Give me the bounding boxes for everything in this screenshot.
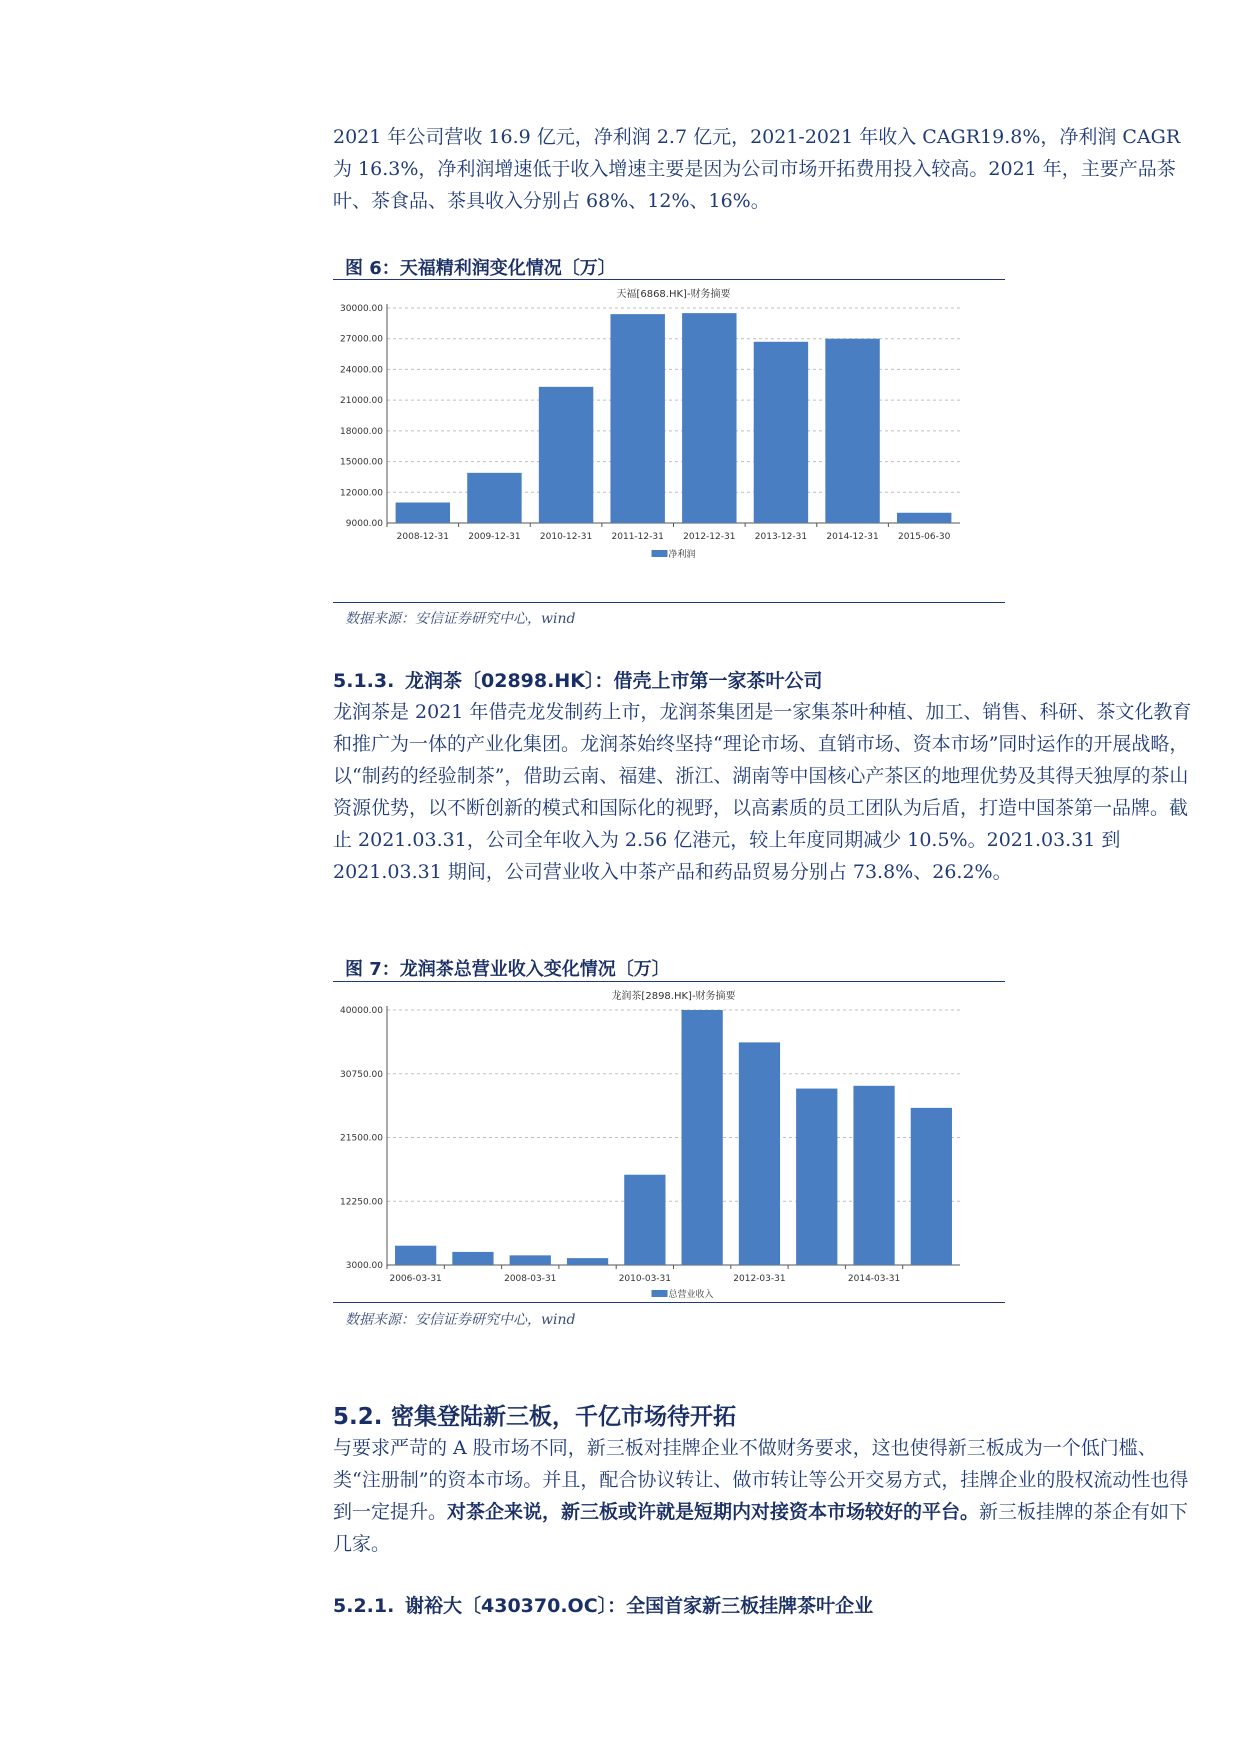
section-5-2-paragraph [333,1432,1193,1560]
x-tick-label: 2014-12-31 [826,532,879,542]
x-tick-label: 2015-06-30 [898,532,951,542]
figure-7-source: 数据来源：安信证券研究中心，wind [345,1312,576,1328]
y-tick-label: 30750.00 [340,1069,383,1080]
bar-2013-03-31 [796,1089,837,1265]
y-tick-label: 27000.00 [340,334,383,345]
figure-6-chart [333,283,1005,600]
x-tick-label: 2008-03-31 [504,1274,557,1284]
figure-6-source: 数据来源：安信证券研究中心，wind [345,611,576,627]
chart-title: 天福[6868.HK]-财务摘要 [616,289,731,300]
section-5-1-3-heading [333,666,822,693]
section-number: 5.2.1. [333,1595,395,1617]
bar-2008-03-31 [510,1255,551,1265]
chart-title: 龙润茶[2898.HK]-财务摘要 [611,991,736,1002]
bar-2010-12-31 [539,387,593,523]
paragraph-text: 与要求严苛的 A 股市场不同，新三板对挂牌企业不做财务要求，这也使得新三板成为一个低门槛、类“注册制”的资本市场。并且，配合协议转让、做市转让等公开交易方式，挂牌企业的股权流动性也得到一定提升。 [333,1437,1189,1523]
bar-2012-12-31 [682,313,736,523]
section-title: 谢裕大〔430370.OC〕：全国首家新三板挂牌茶叶企业 [405,1595,874,1617]
section-title: 龙润茶〔02898.HK〕：借壳上市第一家茶叶公司 [405,670,823,692]
paragraph-text-end: 新三板挂牌的茶企有如下几家。 [333,1501,1189,1555]
paragraph-emphasis: 对茶企来说，新三板或许就是短期内对接资本市场较好的平台。 [447,1501,980,1523]
legend-label: 总营业收入 [668,1290,714,1300]
x-tick-label: 2013-12-31 [754,532,808,542]
figure-6-top-rule [333,279,1005,280]
x-tick-label: 2009-12-31 [468,532,521,542]
bar-2012-03-31 [739,1042,780,1265]
y-tick-label: 12000.00 [340,488,383,499]
figure-7-title: 图 7：龙润茶总营业收入变化情况〔万〕 [345,959,670,980]
x-tick-label: 2006-03-31 [389,1274,442,1284]
legend-label: 净利润 [668,550,696,560]
y-tick-label: 12250.00 [340,1197,383,1208]
y-tick-label: 40000.00 [340,1006,383,1016]
section-5-2-heading [333,1398,736,1431]
x-tick-label: 2012-12-31 [683,532,736,542]
bar-2015-06-30 [897,513,951,523]
figure-6-title: 图 6：天福精利润变化情况〔万〕 [345,258,616,279]
figure-7-bottom-rule [333,1302,1005,1303]
bar-2011-12-31 [610,314,664,523]
y-tick-label: 15000.00 [340,457,383,468]
y-tick-label: 21500.00 [340,1133,383,1144]
section-5-2-1-heading [333,1591,873,1618]
y-tick-label: 3000.00 [345,1261,383,1271]
x-tick-label: 2010-12-31 [539,532,593,542]
intro-paragraph: 2021 年公司营收 16.9 亿元，净利润 2.7 亿元，2021-2021 年收入 CAGR19.8%，净利润 CAGR 为 16.3%，净利润增速低于收入增速主要是因为公司市场开拓费用投入较高。2021 年，主要产品茶叶、茶食品、茶具收入分别占 68%、12%、16%。 [333,126,1181,212]
section-number: 5.1.3. [333,670,395,692]
section-number: 5.2. [333,1404,383,1430]
legend-swatch [652,1290,668,1297]
y-tick-label: 21000.00 [340,396,383,407]
bar-2009-12-31 [467,473,521,523]
bar-2009-03-31 [567,1258,608,1265]
legend-swatch [652,550,668,557]
x-tick-label: 2011-12-31 [611,532,664,542]
x-tick-label: 2010-03-31 [618,1274,672,1284]
x-tick-label: 2014-03-31 [847,1274,901,1284]
y-tick-label: 18000.00 [340,426,383,437]
bar-2014-03-31 [853,1086,894,1265]
longrun-paragraph: 龙润茶是 2021 年借壳龙发制药上市，龙润茶集团是一家集茶叶种植、加工、销售、科研、茶文化教育和推广为一体的产业化集团。龙润茶始终坚持“理论市场、直销市场、资本市场”同时运作的开展战略，以“制药的经验制茶”，借助云南、福建、浙江、湖南等中国核心产茶区的地理优势及其得天独厚的茶山资源优势，以不断创新的模式和国际化的视野，以高素质的员工团队为后盾，打造中国茶第一品牌。截止 2021.03.31，公司全年收入为 2.56 亿港元，较上年度同期减少 10.5%。2021.03.31 到 2021.03.31 期间，公司营业收入中茶产品和药品贸易分别占 73.8%、26.2%。 [333,701,1192,883]
bar-2010-03-31 [624,1175,665,1265]
bar-2007-03-31 [452,1252,493,1265]
x-tick-label: 2008-12-31 [396,532,449,542]
x-tick-label: 2012-03-31 [733,1274,786,1284]
figure-7-chart [333,985,1005,1300]
bar-2015-03-31 [911,1108,952,1265]
y-tick-label: 30000.00 [340,304,383,314]
figure-7-top-rule [333,981,1005,982]
bar-2014-12-31 [825,339,879,523]
bar-2006-03-31 [395,1246,436,1265]
bar-2011-03-31 [682,1010,723,1265]
y-tick-label: 9000.00 [345,519,383,529]
section-title: 密集登陆新三板，千亿市场待开拓 [391,1404,736,1430]
figure-6-bottom-rule [333,602,1005,603]
bar-2013-12-31 [754,342,808,523]
y-tick-label: 24000.00 [340,365,383,376]
bar-2008-12-31 [396,503,450,523]
